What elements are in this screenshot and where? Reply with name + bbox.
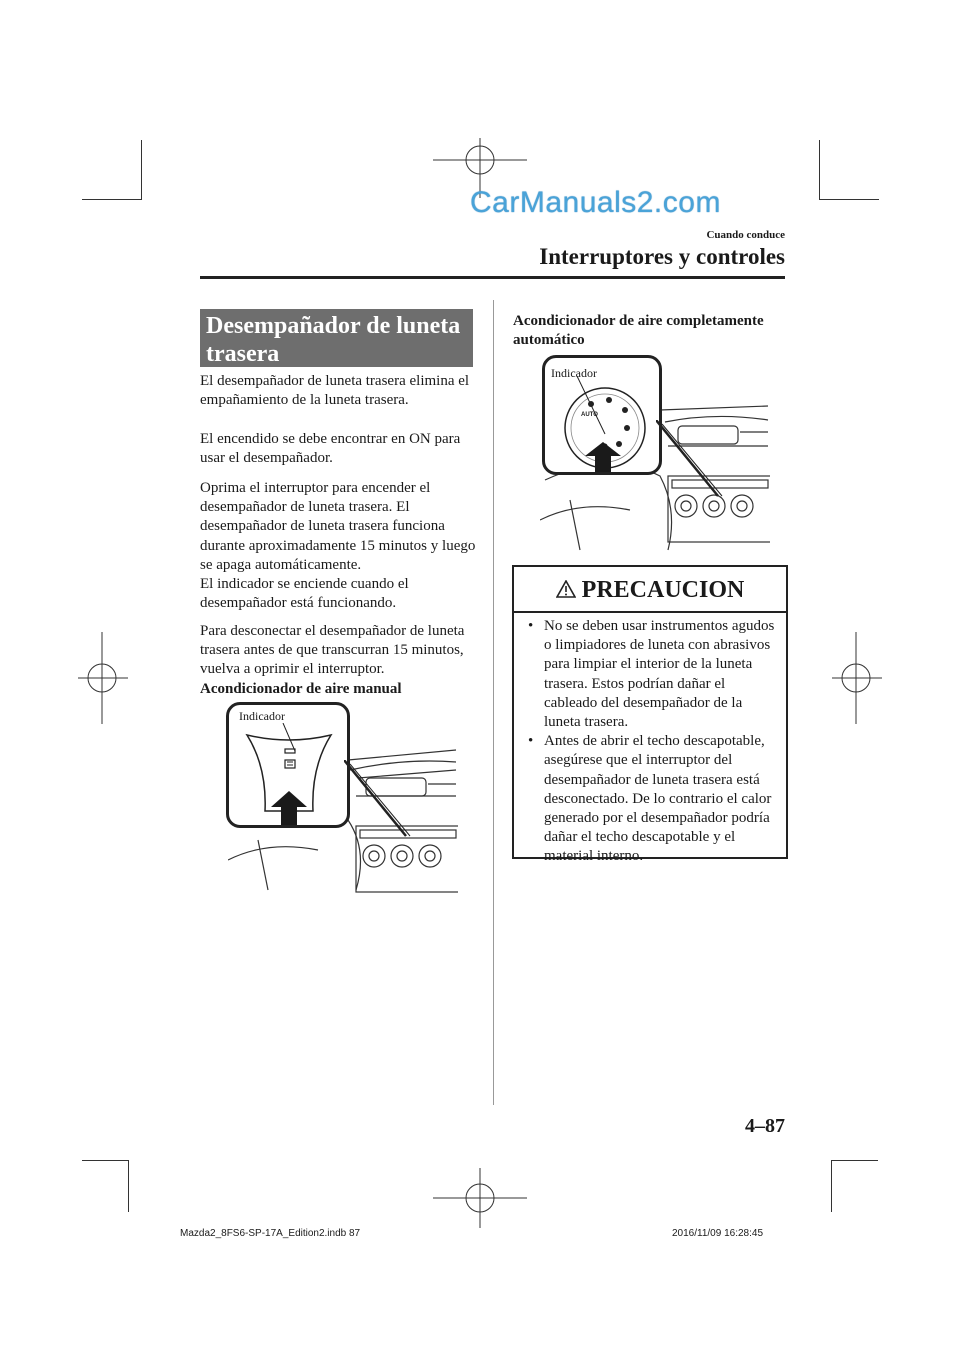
paragraph-text: Para desconectar el desempañador de luneta trasera antes de que transcurran 15 minutos, vuelva a oprimir el interruptor. bbox=[200, 623, 465, 678]
registration-mark-right bbox=[832, 632, 882, 724]
section-title: Desempañador de luneta trasera bbox=[200, 309, 473, 367]
footer-file-name: Mazda2_8FS6-SP-17A_Edition2.indb 87 bbox=[180, 1228, 361, 1239]
running-header-title: Interruptores y controles bbox=[539, 244, 785, 269]
callout-pointer-line bbox=[656, 420, 726, 500]
paragraph-operation bbox=[200, 479, 485, 613]
paragraph-intro bbox=[200, 372, 485, 410]
paragraph-text: El indicador se enciende cuando el desempañador está funcionando. bbox=[200, 576, 409, 612]
paragraph-text: Oprima el interruptor para encender el desempañador de luneta trasera. El desempañador de luneta trasera funciona durante aproximadamente 15 minutos y luego se apaga automáticamente. bbox=[200, 480, 476, 573]
manual-ac-heading: Acondicionador de aire manual bbox=[200, 680, 402, 697]
caution-item: • Antes de abrir el techo descapotable, asegúrese que el interruptor del desempañador de luneta trasera está desconectado. De lo contrario el calor generado por el desempañador podría dañar el techo descapotable y el material interno. bbox=[528, 733, 772, 865]
caution-box bbox=[512, 565, 788, 865]
column-divider bbox=[493, 300, 494, 1105]
caution-item-text: No se deben usar instrumentos agudos o limpiadores de luneta con abrasivos para limpiar el interior de la luneta trasera. Estos podrían dañar el cableado del desempañador de la luneta trasera. bbox=[544, 618, 775, 731]
caution-title bbox=[514, 577, 786, 604]
auto-dial-text: AUTO bbox=[581, 412, 598, 418]
press-arrow-icon bbox=[271, 791, 307, 825]
page-number: 4–87 bbox=[745, 1115, 785, 1137]
auto-ac-callout bbox=[542, 355, 662, 475]
header-rule bbox=[200, 276, 785, 279]
caution-title-text: PRECAUCION bbox=[581, 577, 745, 603]
indicator-label: Indicador bbox=[239, 709, 285, 723]
footer-timestamp: 2016/11/09 16:28:45 bbox=[672, 1228, 764, 1239]
manual-ac-callout bbox=[226, 702, 350, 828]
auto-ac-heading: Acondicionador de aire completamente automático bbox=[513, 313, 764, 348]
indicator-leader-line bbox=[281, 723, 301, 753]
registration-mark-bottom bbox=[433, 1168, 527, 1228]
paragraph-text: El desempañador de luneta trasera elimina el empañamiento de la luneta trasera. bbox=[200, 373, 470, 409]
caution-item: • No se deben usar instrumentos agudos o limpiadores de luneta con abrasivos para limpiar el interior de la luneta trasera. Estos podrían dañar el cableado del desempañador de la luneta trasera. bbox=[528, 618, 775, 731]
running-header-section: Cuando conduce bbox=[706, 229, 785, 241]
paragraph-ignition bbox=[200, 430, 485, 468]
caution-rule bbox=[514, 611, 786, 613]
press-arrow-icon bbox=[585, 442, 621, 472]
watermark-logo: CarManuals2.com bbox=[470, 186, 721, 219]
caution-item-text: Antes de abrir el techo descapotable, asegúrese que el interruptor del desempañador de luneta trasera está desconectado. De lo contrario el calor generado por el desempañador podría dañar el techo descapotable y el material interno. bbox=[544, 733, 772, 865]
caution-list bbox=[528, 617, 780, 867]
warning-icon bbox=[556, 580, 576, 598]
callout-pointer-line bbox=[344, 760, 414, 840]
indicator-label: Indicador bbox=[551, 366, 597, 380]
paragraph-text: El encendido se debe encontrar en ON para usar el desempañador. bbox=[200, 431, 461, 467]
registration-mark-left bbox=[78, 632, 128, 724]
indicator-leader-line bbox=[575, 376, 615, 436]
paragraph-turn-off bbox=[200, 622, 485, 699]
